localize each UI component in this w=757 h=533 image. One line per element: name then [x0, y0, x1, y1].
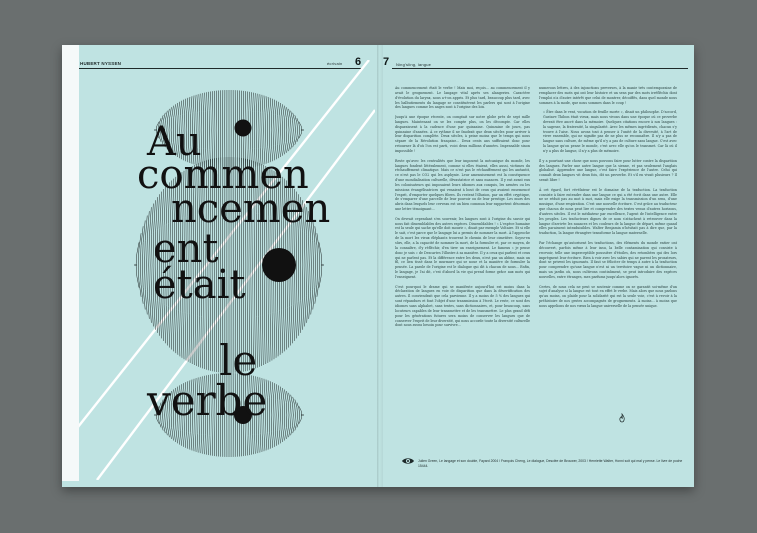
big-line-1: Au — [147, 119, 202, 165]
globe-stripe — [270, 381, 272, 449]
globe-stripe — [140, 226, 143, 304]
page-edge — [62, 45, 79, 481]
spine-gutter — [377, 45, 383, 487]
globe-stripe — [315, 226, 318, 304]
left-author: HUBERT NYSSEN — [80, 61, 122, 66]
globe-stripe — [272, 382, 274, 448]
globe-stripe — [297, 118, 300, 142]
left-page-number: 6 — [355, 56, 362, 68]
big-line-6: le — [219, 336, 258, 385]
big-line-3: ncemen — [171, 186, 331, 232]
left-label: écrivain — [327, 61, 343, 66]
globe-stripe — [276, 384, 278, 446]
right-page-number: 7 — [383, 56, 390, 68]
globe-stripe — [278, 385, 280, 444]
big-line-2: commen — [137, 152, 309, 198]
paragraph: À cet égard, fort révélateur est le domaine de la traduction. La traduction consiste à faire entendre dans une langue ce qui a été écrit dans une autre. Elle ne se réduit pas au mot à mot, mais elle exige la transmission d'un sens, d'une musique, d'une respiration. C'est une nouvelle écriture. C'est grâce au traducteur que chacun de nous peut lire et comprendre des textes venus d'autres horizons, d'autres siècles. Il est le médiateur par excellence, l'agent de l'intelligence entre les peuples. Les traducteurs dignes de ce nom s'attachent à retrouver dans la langue d'arrivée les nuances et les couleurs de la langue de départ, même quand elles paraissent intraduisibles. Walter Benjamin n'hésitait pas à dire que, par la traduction, la langue étrangère transforme la langue maternelle. — [539, 187, 677, 236]
bibliography-footer: Julien Green, Le langage et son double, Fayard 2004 / François Cheng, Le dialogue, Desclée de Brouwer, 2003 / Henriette Walter, Honni soit qui mal y pense. Le livre de poche 15444. — [418, 459, 683, 468]
text-column-2 — [539, 86, 677, 410]
paragraph: « Être dans le vent, vocation de feuille morte », disait un philosophe. D'accord, Gustave Thibon était vieux, mais nous vivons dans une époque où ce proverbe devrait être ancré dans la mémoire. Quelques citations encore à nos langues : la sagesse, la fraternité, la singularité. Avec les mêmes ingrédients, chacun s'y trouve à l'aise. Nous avons tout à penser à l'unité de la diversité, à l'art de vivre ensemble, qui ne signifie pas de ne plus se reconnaître. Il n'y a pas de langue sans culture, de même qu'il n'y a pas de culture sans langue. C'est avec la langue qu'on pense le monde, c'est avec elle qu'on le transmet. Car là où il n'y a plus de langue, il n'y a plus de mémoire. — [543, 110, 677, 153]
big-heading — [137, 119, 330, 425]
globe-stripe — [317, 233, 320, 297]
paragraph: C'est pourquoi le drame qui se manifeste aujourd'hui est moins dans la déclaration de langues en voie de disparition que dans la désertification des autres. Il conviendrait que cela parvienne. Il y a moins de 5 % des langues qui sont répandues et font l'objet d'une transmission à l'écrit. Le reste, ce sont des idiomes sans alphabet, sans textes, sans dictionnaires, et, pour beaucoup, sans locuteurs capables de leur transmettre et de les transmettre. Le plus grand défi pour les générations futures sera moins de conserver les langues que de conserver l'esprit de leur diversité, qui nous accorde toute la diversité culturelle dont nous avons besoin pour survivre... — [395, 284, 530, 328]
black-dot — [235, 120, 252, 137]
black-dot — [262, 248, 296, 282]
globe-stripe — [268, 380, 270, 449]
big-line-7: verbe — [147, 376, 268, 425]
paragraph: Reste qu'avec les centralités que leur imposent la mécanique du monde, les langues fondent littéralement, comme si elles étaient, elles aussi, victimes du réchauffement climatique. Mais ce n'est pas le réchauffement qui les anéantit, ce n'est pas le CO2 qui les asphyxie. Leur amenuisement est la conséquence d'une mondialisation culturelle, dévastatrice et sans nuances. Il y eut avant eux les colonisateurs qui imposaient leurs idiomes aux conquis, les armées ou les missions évangélisatrices qui venaient à bout de ceux qui avaient ensemencé l'esprit, d'emporter quelques fibres. Ils restent l'illusion, par un effet cryptique, de s'emparer d'une parcelle de leur pouvoir ou de leur prestige. Les murs des abris dans lesquels leur cerveau est un bien commun leur rapportent désormais une lettre témoignant... — [395, 158, 530, 212]
globe-stripe — [276, 101, 278, 160]
eye-icon — [401, 457, 415, 465]
globe-stripe — [138, 233, 141, 297]
big-line-4: ent — [153, 226, 219, 272]
text-column-1 — [395, 86, 530, 448]
globe-stripe — [278, 102, 280, 158]
globe-stripe — [297, 402, 300, 427]
paragraph: numerous lettres, à des injonctions perverses, à la manie très contemporaine de remplacer des mots qui ont leur histoire et un sens par des mots irréfléchis dont l'emploi n'a d'autre intérêt que celui de montrer, décoiffés, dans quel monde nous sommes à la mode, que nous sommes dans le coup ! — [539, 86, 677, 105]
right-header-rule — [392, 68, 688, 69]
typographic-artwork — [79, 60, 375, 480]
globe-stripe — [274, 383, 276, 447]
paragraph: Au commencement était le verbe ! Mais moi, reçois... au commencement il y avait le grognement. Le langage vital après ses alangeries. Caractère d'évolution du larynx, nous a-t-on appris. Et plus tard, beaucoup plus tard, avec les balbutiements du langage se constituèrent les parlers qui sont à l'origine des langues comme les anges sont à l'origine des lois. — [395, 86, 530, 110]
paragraph: On devrait cependant s'en souvenir, les langues sont à l'origine du savoir qui nous fait dissemblables des autres espèces. Dissemblables ! « L'espèce humaine est la seule qui sache qu'elle doit mourir », disait par exemple Voltaire. Et si elle le sait, c'est parce que le langage lui a permis de nommer la mort. À l'approche de la mort les vieux éléphants trouvent le chemin de leur cimetière. Soyez-en sûrs, elle, a la capacité de nommer la mort, de la formuler et, par ce moyen, de la connaître, d'y réfléchir, d'en tirer un enseignement. Le fameux « je pense donc je suis » de Descartes l'illustre à sa manière. Il y a ceux qui parlent et ceux qui ne parlent pas. Et la différence entre les deux, n'est pas un abîme, mais un fil, ce lien tissé dans le murmure qui se noue et la manière de formuler la pensée. La parole de l'origine est le dialogue qui dit à chacun de nous... Enfin, le langage, je l'ai dit, c'est d'abord la vie qui prend forme grâce aux mots qui l'enseignent. — [395, 216, 530, 279]
globe-stripe — [280, 103, 282, 157]
paragraph: Par l'échange qu'autorisent les traductions, des éléments du monde entier ont découvert, parfois même à leur insu, la belle contamination qui consiste à recevoir, telle une imperceptible poussière d'étoiles, des retombées qui des lors imprègnent leur écriture. Rien à voir avec les sabirs qui ne parent les prosateurs, dont se privent les ignorants. Il faut se féliciter de temps à autre à la traduction pour comprendre qu'une langue n'est ni un territoire vague ni un dictionnaire, mais un jardin où, nous cultivons continûment, se peut introduire des espèces nouvelles, entre étranges, mes parfums jusqu'alors ignorés. — [539, 241, 677, 279]
flame-endmark-icon — [617, 413, 627, 423]
globe-stripe — [280, 387, 282, 444]
paragraph: Il y a pourtant une chose que nous pouvons faire pour lutter contre la disparition des langues. Parler une autre langue que la sienne, et pas seulement l'anglais globalisé. Apprendre une langue, c'est faire l'expérience de l'autre. Celui qui connaît deux langues vit deux fois, dit un proverbe. Et s'il en vivait plusieurs ? Il serait libre ! — [539, 158, 677, 183]
paragraph: Certes, de nous cela ne peut se soutenir comme on se garantit soi-même d'un sujet d'analyse si la langue est tout en effet le verbe. Mais alors que nous parlons qu'au moins, on plaide pour la solidarité qui est la seule voie, c'est à revoir à la préhistoire de nos gestes accompagnés de grognements. À moins... à moins que nous appelions de nos vœux la langue universelle de la pensée unique. — [539, 284, 677, 308]
big-line-5: était — [153, 262, 246, 308]
right-header-label: Ning'sling, langue — [396, 62, 432, 67]
paragraph: Jusqu'à une époque récente, on comptait sur notre globe près de sept mille langues. Maintenant on se les compte plus, on les décompte. Car elles disparaissent à la cadence d'une par quinzaine. Quinzaine de jours, pas quinzaine d'années. À ce rythme il ne faudrait que deux siècles pour arriver à leur disparition complète. Deux siècles, à peine moins que le temps qui nous sépare de la Révolution française... Deux cents ans suffiraient donc pour retourner là d'où l'on est parti, voici deux millions d'années. Impensable sinon impossible ! — [395, 115, 530, 153]
